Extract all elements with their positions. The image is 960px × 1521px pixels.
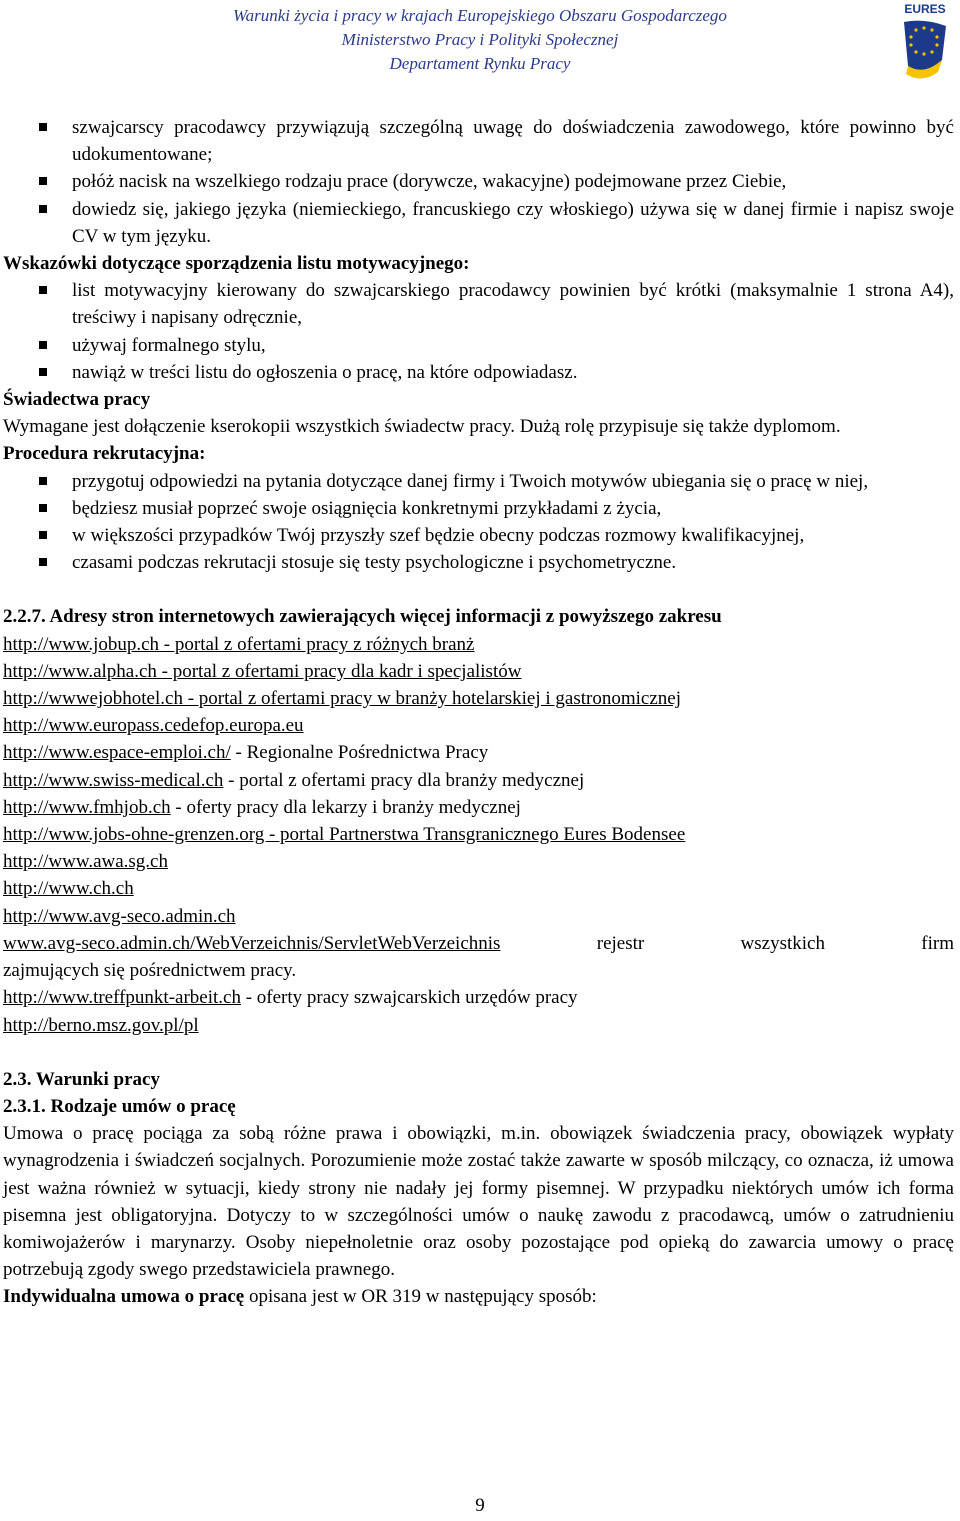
registry-link[interactable]: www.avg-seco.admin.ch/WebVerzeichnis/ServletWebVerzeichnis [3,932,501,954]
list-item: będziesz musiał poprzeć swoje osiągnięcia konkretnymi przykładami z życia, [3,495,954,522]
web-link[interactable]: http://berno.msz.gov.pl/pl [3,1014,199,1036]
links-section-heading: 2.2.7. Adresy stron internetowych zawierających więcej informacji z powyższego zakresu [3,606,722,628]
certificates-text: Wymagane jest dołączenie kserokopii wszystkich świadectw pracy. Dużą rolę przypisuje się także dyplomom. [3,416,841,438]
list-item: dowiedz się, jakiego języka (niemieckiego, francuskiego czy włoskiego) używa się w danej firmie i napisz swoje CV w tym języku. [3,196,954,250]
list-item: przygotuj odpowiedzi na pytania dotyczące danej firmy i Twoich motywów ubiegania się o pracę w niej, [3,468,954,495]
web-link[interactable]: http://www.treffpunkt-arbeit.ch [3,987,241,1009]
link-row [3,631,954,658]
registry-continuation: zajmujących się pośrednictwem pracy. [3,960,297,982]
square-bullet-icon [39,558,47,566]
header-line-2: Ministerstwo Pracy i Polityki Społecznej [341,30,619,49]
recruitment-bullet-list [3,468,954,577]
list-item: list motywacyjny kierowany do szwajcarskiego pracodawcy powinien być krótki (maksymalnie 1 strona A4), treściwy i napisany odręcznie, [3,277,954,331]
web-link[interactable]: http://www.jobs-ohne-grenzen.org - portal Partnerstwa Transgranicznego Eures Bodensee [3,824,686,846]
page-number: 9 [475,1495,485,1516]
web-link[interactable]: http://www.alpha.ch - portal z ofertami pracy dla kadr i specjalistów [3,660,522,682]
eures-logo-text: EURES [904,2,946,16]
square-bullet-icon [39,477,47,485]
header-text [0,4,960,76]
link-row [3,658,954,685]
web-link[interactable]: http://www.espace-emploi.ch/ [3,742,231,764]
link-row [3,848,954,875]
web-link[interactable]: http://www.europass.cedefop.europa.eu [3,715,304,737]
list-item: połóż nacisk na wszelkiego rodzaju prace (dorywcze, wakacyjne) podejmowane przez Ciebie, [3,168,954,195]
link-row [3,685,954,712]
document-body [3,114,954,1311]
web-link[interactable]: http://www.fmhjob.ch [3,796,171,818]
link-row [3,875,954,902]
certificates-heading: Świadectwa pracy [3,389,151,411]
motivation-bullet-list [3,277,954,386]
link-row [3,903,954,930]
header-line-3: Departament Rynku Pracy [389,54,571,73]
link-row [3,712,954,739]
list-item: nawiąż w treści listu do ogłoszenia o pracę, na które odpowiadasz. [3,359,954,386]
registry-link-row: www.avg-seco.admin.ch/WebVerzeichnis/ServletWebVerzeichnis rejestr wszystkich firm [3,930,954,957]
square-bullet-icon [39,504,47,512]
link-row: http://www.swiss-medical.ch - portal z ofertami pracy dla branży medycznej [3,769,585,791]
link-row: http://www.espace-emploi.ch/ - Regionalne Pośrednictwa Pracy [3,742,489,764]
header-line-1: Warunki życia i pracy w krajach Europejskiego Obszaru Gospodarczego [233,6,727,25]
web-link[interactable]: http://www.avg-seco.admin.ch [3,905,236,927]
link-row: http://www.fmhjob.ch - oferty pracy dla lekarzy i branży medycznej [3,796,521,818]
square-bullet-icon [39,368,47,376]
web-link[interactable]: http://www.jobup.ch - portal z ofertami pracy z różnych branż [3,633,475,655]
web-link[interactable]: http://wwwejobhotel.ch - portal z ofertami pracy w branży hotelarskiej i gastronomicznej [3,688,681,710]
motivation-heading: Wskazówki dotyczące sporządzenia listu motywacyjnego: [3,253,470,275]
links-list [3,631,954,1039]
list-item: szwajcarscy pracodawcy przywiązują szczególną uwagę do doświadczenia zawodowego, które powinno być udokumentowane; [3,114,954,168]
link-row: http://www.treffpunkt-arbeit.ch - oferty pracy szwajcarskich urzędów pracy [3,987,578,1009]
intro-bullet-list [3,114,954,250]
individual-contract-line: Indywidualna umowa o pracę opisana jest w OR 319 w następujący sposób: [3,1286,597,1308]
square-bullet-icon [39,531,47,539]
web-link[interactable]: http://www.ch.ch [3,878,134,900]
link-row [3,821,954,848]
recruitment-heading: Procedura rekrutacyjna: [3,443,206,465]
link-row [3,1012,954,1039]
list-item: czasami podczas rekrutacji stosuje się testy psychologiczne i psychometryczne. [3,549,954,576]
page-header [0,0,960,80]
square-bullet-icon [39,205,47,213]
web-link[interactable]: http://www.awa.sg.ch [3,851,168,873]
square-bullet-icon [39,341,47,349]
contract-types-heading: 2.3.1. Rodzaje umów o pracę [3,1095,236,1117]
square-bullet-icon [39,177,47,185]
square-bullet-icon [39,286,47,294]
square-bullet-icon [39,123,47,131]
eures-logo [894,0,956,82]
list-item: w większości przypadków Twój przyszły szef będzie obecny podczas rozmowy kwalifikacyjnej, [3,522,954,549]
conditions-heading: 2.3. Warunki pracy [3,1068,160,1090]
web-link[interactable]: http://www.swiss-medical.ch [3,769,224,791]
contract-paragraph: Umowa o pracę pociąga za sobą różne prawa i obowiązki, m.in. obowiązek świadczenia pracy, obowiązek wypłaty wynagrodzenia i świadczeń socjalnych. Porozumienie może zostać także zawarte w sposób milczący, co oznacza, iż umowa jest ważna również w sytuacji, kiedy strony nie nadały jej formy pisemnej. W przypadku niektórych umów ich forma pisemna jest obligatoryjna. Dotyczy to w szczególności umów o naukę zawodu z pracodawcą, umów o zatrudnieniu komiwojażerów i marynarzy. Osoby niepełnoletnie oraz osoby pozostające pod opieką do zawarcia umowy o pracę potrzebują zgody swego przedstawiciela prawnego. [3,1123,954,1281]
list-item: używaj formalnego stylu, [3,332,954,359]
